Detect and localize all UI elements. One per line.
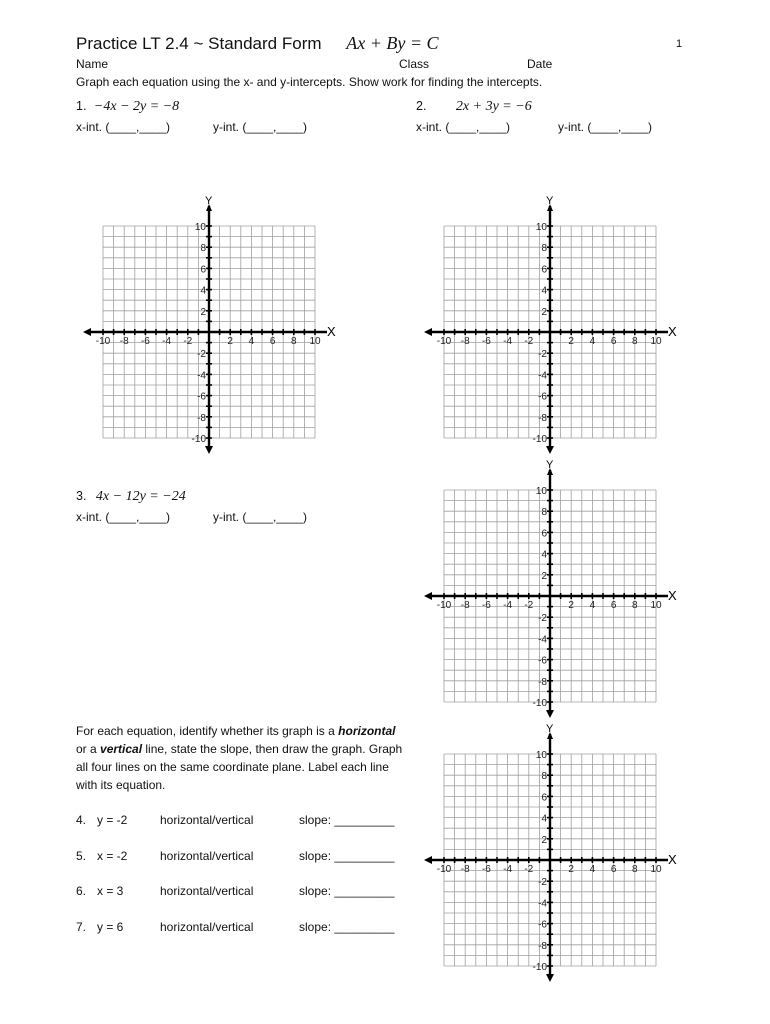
y-tick-label: 6 — [200, 264, 206, 276]
x-tick-label: -6 — [481, 600, 491, 611]
x-tick-label: -10 — [95, 336, 111, 347]
x-tick-label: 2 — [568, 336, 574, 347]
x-tick-label: 4 — [589, 864, 596, 875]
x-tick-label: 6 — [269, 336, 276, 347]
y-tick-label: -8 — [538, 676, 547, 688]
name-label: Name — [76, 57, 109, 71]
problem-number: 6. — [76, 884, 87, 898]
y-tick-label: 2 — [541, 570, 547, 582]
y-tick-label: -4 — [538, 634, 547, 646]
orientation-choice[interactable]: horizontal/vertical — [160, 813, 254, 827]
y-tick-label: 2 — [200, 306, 206, 318]
y-intercept-blank[interactable]: y-int. (____,____) — [213, 510, 308, 524]
y-tick-label: -4 — [197, 370, 206, 382]
y-tick-label: 8 — [541, 507, 547, 519]
problem-number: 2. — [416, 99, 427, 113]
x-tick-label: -8 — [460, 600, 470, 611]
vertical-emphasis: vertical — [100, 742, 143, 756]
problem-number: 7. — [76, 920, 87, 934]
y-tick-label: -2 — [538, 877, 547, 889]
x-tick-label: -6 — [481, 864, 491, 875]
y-tick-label: -4 — [538, 898, 547, 910]
y-intercept-blank[interactable]: y-int. (____,____) — [558, 120, 653, 134]
x-tick-label: -4 — [503, 600, 513, 611]
x-intercept-blank[interactable]: x-int. (____,____) — [76, 120, 171, 134]
x-tick-label: 4 — [589, 600, 596, 611]
y-tick-label: 6 — [541, 528, 547, 540]
slope-blank[interactable]: slope: _________ — [299, 920, 395, 934]
row-equation: y = 6 — [97, 920, 124, 934]
x-intercept-blank[interactable]: x-int. (____,____) — [416, 120, 511, 134]
x-tick-label: -4 — [503, 864, 513, 875]
x-tick-label: -10 — [436, 336, 452, 347]
y-axis-label: Y — [546, 723, 554, 735]
y-intercept-blank[interactable]: y-int. (____,____) — [213, 120, 308, 134]
x-tick-label: 6 — [610, 600, 617, 611]
y-tick-label: -2 — [538, 613, 547, 625]
orientation-choice[interactable]: horizontal/vertical — [160, 884, 254, 898]
y-tick-label: 8 — [541, 243, 547, 255]
problem-number: 4. — [76, 813, 87, 827]
x-tick-label: -8 — [460, 336, 470, 347]
x-intercept-blank[interactable]: x-int. (____,____) — [76, 510, 171, 524]
class-label: Class — [399, 57, 430, 71]
y-tick-label: 4 — [541, 285, 547, 297]
y-tick-label: 4 — [541, 813, 547, 825]
y-axis-arrow-down — [546, 974, 554, 982]
y-tick-label: 6 — [541, 264, 547, 276]
y-tick-label: 4 — [541, 549, 547, 561]
y-tick-label: 10 — [535, 750, 547, 761]
x-tick-label: -2 — [183, 336, 193, 347]
y-tick-label: -2 — [197, 349, 206, 361]
y-axis-label: Y — [205, 195, 213, 207]
y-tick-label: 10 — [535, 222, 547, 233]
x-tick-label: -2 — [524, 864, 534, 875]
y-tick-label: 4 — [200, 285, 206, 297]
y-tick-label: -8 — [538, 412, 547, 424]
x-axis-label: X — [668, 852, 677, 867]
orientation-choice[interactable]: horizontal/vertical — [160, 920, 254, 934]
problem-number: 3. — [76, 489, 87, 503]
x-tick-label: -8 — [460, 864, 470, 875]
y-tick-label: -6 — [538, 919, 547, 931]
x-tick-label: -4 — [162, 336, 172, 347]
y-tick-label: 8 — [200, 243, 206, 255]
x-tick-label: 10 — [309, 336, 321, 347]
y-tick-label: -6 — [538, 655, 547, 667]
x-tick-label: 2 — [227, 336, 233, 347]
y-axis-label: Y — [546, 459, 554, 471]
x-tick-label: -4 — [503, 336, 513, 347]
instructions-part: or a — [76, 742, 101, 756]
y-tick-label: -4 — [538, 370, 547, 382]
instructions-part: For each equation, identify whether its graph is a — [76, 724, 335, 738]
x-tick-label: 8 — [632, 336, 638, 347]
row-equation: x = 3 — [97, 884, 124, 898]
x-tick-label: 2 — [568, 600, 574, 611]
y-tick-label: 2 — [541, 834, 547, 846]
problem-number: 1. — [76, 99, 87, 113]
slope-blank[interactable]: slope: _________ — [299, 884, 395, 898]
y-tick-label: 2 — [541, 306, 547, 318]
y-tick-label: 8 — [541, 771, 547, 783]
problem-number: 5. — [76, 849, 87, 863]
x-tick-label: 2 — [568, 864, 574, 875]
x-axis-label: X — [327, 324, 336, 339]
x-tick-label: 6 — [610, 336, 617, 347]
title-equation: Ax + By = C — [346, 33, 439, 53]
y-tick-label: 10 — [535, 486, 547, 497]
x-tick-label: 10 — [650, 864, 662, 875]
x-tick-label: 4 — [248, 336, 255, 347]
y-tick-label: -2 — [538, 349, 547, 361]
y-tick-label: 6 — [541, 792, 547, 804]
problem-equation: 2x + 3y = −6 — [455, 99, 532, 114]
slope-blank[interactable]: slope: _________ — [299, 813, 395, 827]
row-equation: y = -2 — [97, 813, 128, 827]
orientation-choice[interactable]: horizontal/vertical — [160, 849, 254, 863]
y-tick-label: -8 — [197, 412, 206, 424]
x-tick-label: -6 — [140, 336, 150, 347]
date-label: Date — [527, 57, 553, 71]
x-tick-label: -8 — [119, 336, 129, 347]
instructions-part: line, state the slope, then draw the graph. Graph all four lines on the same coordinate plane. Label each line with its equation. — [76, 742, 403, 792]
slope-blank[interactable]: slope: _________ — [299, 849, 395, 863]
x-tick-label: 10 — [650, 336, 662, 347]
problem-equation: 4x − 12y = −24 — [95, 489, 186, 504]
title-text: Practice LT 2.4 ~ Standard Form — [76, 34, 322, 53]
x-axis-label: X — [668, 324, 677, 339]
y-tick-label: -10 — [532, 698, 547, 709]
y-tick-label: 10 — [194, 222, 206, 233]
row-equation: x = -2 — [97, 849, 128, 863]
problem-equation: −4x − 2y = −8 — [93, 99, 180, 114]
x-axis-label: X — [668, 588, 677, 603]
x-tick-label: 8 — [632, 864, 638, 875]
x-tick-label: 8 — [291, 336, 297, 347]
instructions: Graph each equation using the x- and y-intercepts. Show work for finding the intercepts. — [76, 75, 543, 89]
y-tick-label: -8 — [538, 940, 547, 952]
x-tick-label: 10 — [650, 600, 662, 611]
x-tick-label: -2 — [524, 336, 534, 347]
x-tick-label: 8 — [632, 600, 638, 611]
horizontal-emphasis: horizontal — [338, 724, 396, 738]
y-tick-label: -10 — [532, 962, 547, 973]
y-tick-label: -10 — [532, 434, 547, 445]
x-tick-label: 6 — [610, 864, 617, 875]
y-tick-label: -6 — [538, 391, 547, 403]
x-tick-label: -10 — [436, 864, 452, 875]
x-tick-label: 4 — [589, 336, 596, 347]
x-tick-label: -10 — [436, 600, 452, 611]
y-tick-label: -6 — [197, 391, 206, 403]
y-tick-label: -10 — [191, 434, 206, 445]
x-tick-label: -2 — [524, 600, 534, 611]
y-axis-label: Y — [546, 195, 554, 207]
page-number: 1 — [676, 38, 683, 50]
x-tick-label: -6 — [481, 336, 491, 347]
x-axis-arrow-left — [424, 856, 432, 864]
